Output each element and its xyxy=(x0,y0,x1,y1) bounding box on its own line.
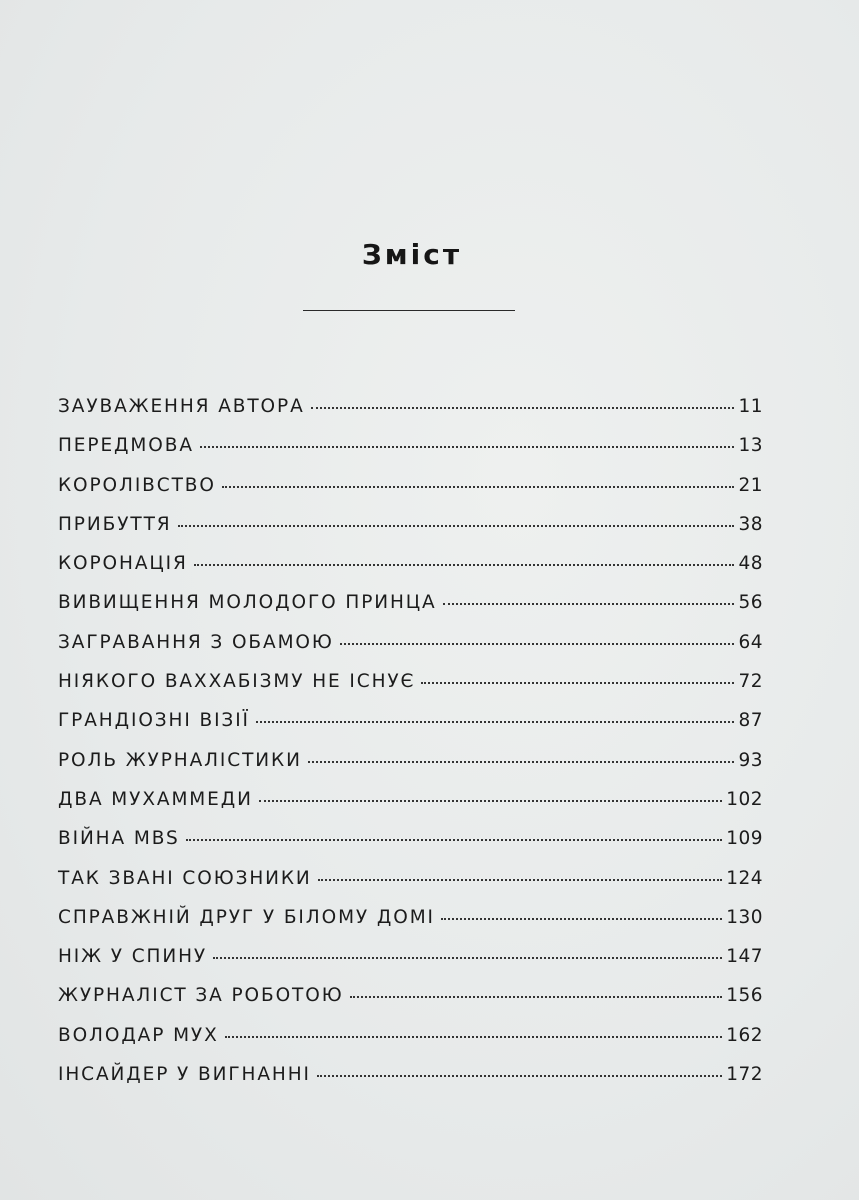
toc-entry-page: 124 xyxy=(726,867,763,889)
toc-entry[interactable] xyxy=(58,435,763,474)
toc-leader-dots xyxy=(200,446,735,448)
toc-entry-title: КОРОНАЦІЯ xyxy=(58,553,188,575)
table-of-contents xyxy=(58,396,763,1103)
toc-leader-dots xyxy=(213,957,722,959)
toc-entry-title: ІНСАЙДЕР У ВИГНАННІ xyxy=(58,1064,311,1086)
toc-entry-title: ПЕРЕДМОВА xyxy=(58,435,194,457)
toc-entry-page: 87 xyxy=(738,710,763,732)
toc-entry-title: НІЖ У СПИНУ xyxy=(58,946,208,968)
toc-leader-dots xyxy=(340,643,735,645)
toc-entry-title: ГРАНДІОЗНІ ВІЗІЇ xyxy=(58,710,250,732)
toc-leader-dots xyxy=(441,918,722,920)
toc-leader-dots xyxy=(256,721,735,723)
toc-entry-title: ПРИБУТТЯ xyxy=(58,513,172,535)
toc-entry[interactable] xyxy=(58,632,763,671)
toc-entry[interactable] xyxy=(58,828,763,867)
toc-entry[interactable] xyxy=(58,671,763,710)
toc-entry-page: 130 xyxy=(726,906,763,928)
toc-entry-page: 64 xyxy=(738,631,763,653)
title-divider xyxy=(303,310,515,311)
toc-entry-page: 109 xyxy=(726,828,763,850)
toc-entry-title: ЖУРНАЛІСТ ЗА РОБОТОЮ xyxy=(58,985,344,1007)
toc-entry-page: 48 xyxy=(738,553,763,575)
toc-entry-page: 172 xyxy=(726,1064,763,1086)
toc-entry[interactable] xyxy=(58,750,763,789)
toc-entry-page: 21 xyxy=(738,474,763,496)
toc-entry-page: 93 xyxy=(738,749,763,771)
toc-entry-title: ЗАГРАВАННЯ З ОБАМОЮ xyxy=(58,631,334,653)
toc-entry[interactable] xyxy=(58,1064,763,1103)
toc-leader-dots xyxy=(311,407,735,409)
toc-entry-page: 72 xyxy=(738,671,763,693)
toc-entry[interactable] xyxy=(58,514,763,553)
toc-leader-dots xyxy=(317,1075,722,1077)
toc-leader-dots xyxy=(259,800,722,802)
toc-entry-title: СПРАВЖНІЙ ДРУГ У БІЛОМУ ДОМІ xyxy=(58,906,435,928)
toc-entry-title: ВІЙНА MBS xyxy=(58,828,180,850)
toc-leader-dots xyxy=(222,486,735,488)
toc-entry[interactable] xyxy=(58,710,763,749)
toc-entry[interactable] xyxy=(58,553,763,592)
toc-entry-page: 56 xyxy=(738,592,763,614)
toc-entry[interactable] xyxy=(58,868,763,907)
toc-leader-dots xyxy=(318,879,723,881)
toc-entry[interactable] xyxy=(58,1025,763,1064)
toc-entry[interactable] xyxy=(58,475,763,514)
toc-leader-dots xyxy=(194,564,735,566)
toc-entry[interactable] xyxy=(58,789,763,828)
toc-entry[interactable] xyxy=(58,985,763,1024)
page-title: Зміст xyxy=(361,238,463,271)
toc-entry-page: 38 xyxy=(738,513,763,535)
toc-entry-page: 11 xyxy=(738,396,763,417)
toc-entry-page: 162 xyxy=(726,1024,763,1046)
toc-leader-dots xyxy=(225,1036,723,1038)
toc-entry[interactable] xyxy=(58,396,763,435)
toc-entry-title: КОРОЛІВСТВО xyxy=(58,474,216,496)
toc-leader-dots xyxy=(421,682,734,684)
toc-entry-page: 13 xyxy=(738,435,763,457)
toc-leader-dots xyxy=(186,839,723,841)
toc-entry[interactable] xyxy=(58,592,763,631)
toc-entry[interactable] xyxy=(58,907,763,946)
toc-entry-title: НІЯКОГО ВАХХАБІЗМУ НЕ ІСНУЄ xyxy=(58,671,416,693)
toc-entry-title: ЗАУВАЖЕННЯ АВТОРА xyxy=(58,396,305,417)
toc-leader-dots xyxy=(350,996,723,998)
toc-entry-page: 156 xyxy=(726,985,763,1007)
toc-entry-title: РОЛЬ ЖУРНАЛІСТИКИ xyxy=(58,749,302,771)
toc-entry[interactable] xyxy=(58,946,763,985)
toc-leader-dots xyxy=(443,603,735,605)
toc-entry-title: ВИВИЩЕННЯ МОЛОДОГО ПРИНЦА xyxy=(58,592,437,614)
toc-entry-title: ВОЛОДАР МУХ xyxy=(58,1024,219,1046)
toc-entry-page: 147 xyxy=(726,946,763,968)
toc-leader-dots xyxy=(178,525,735,527)
toc-entry-title: ДВА МУХАММЕДИ xyxy=(58,788,253,810)
toc-entry-page: 102 xyxy=(726,788,763,810)
toc-entry-title: ТАК ЗВАНІ СОЮЗНИКИ xyxy=(58,867,312,889)
toc-leader-dots xyxy=(308,761,735,763)
